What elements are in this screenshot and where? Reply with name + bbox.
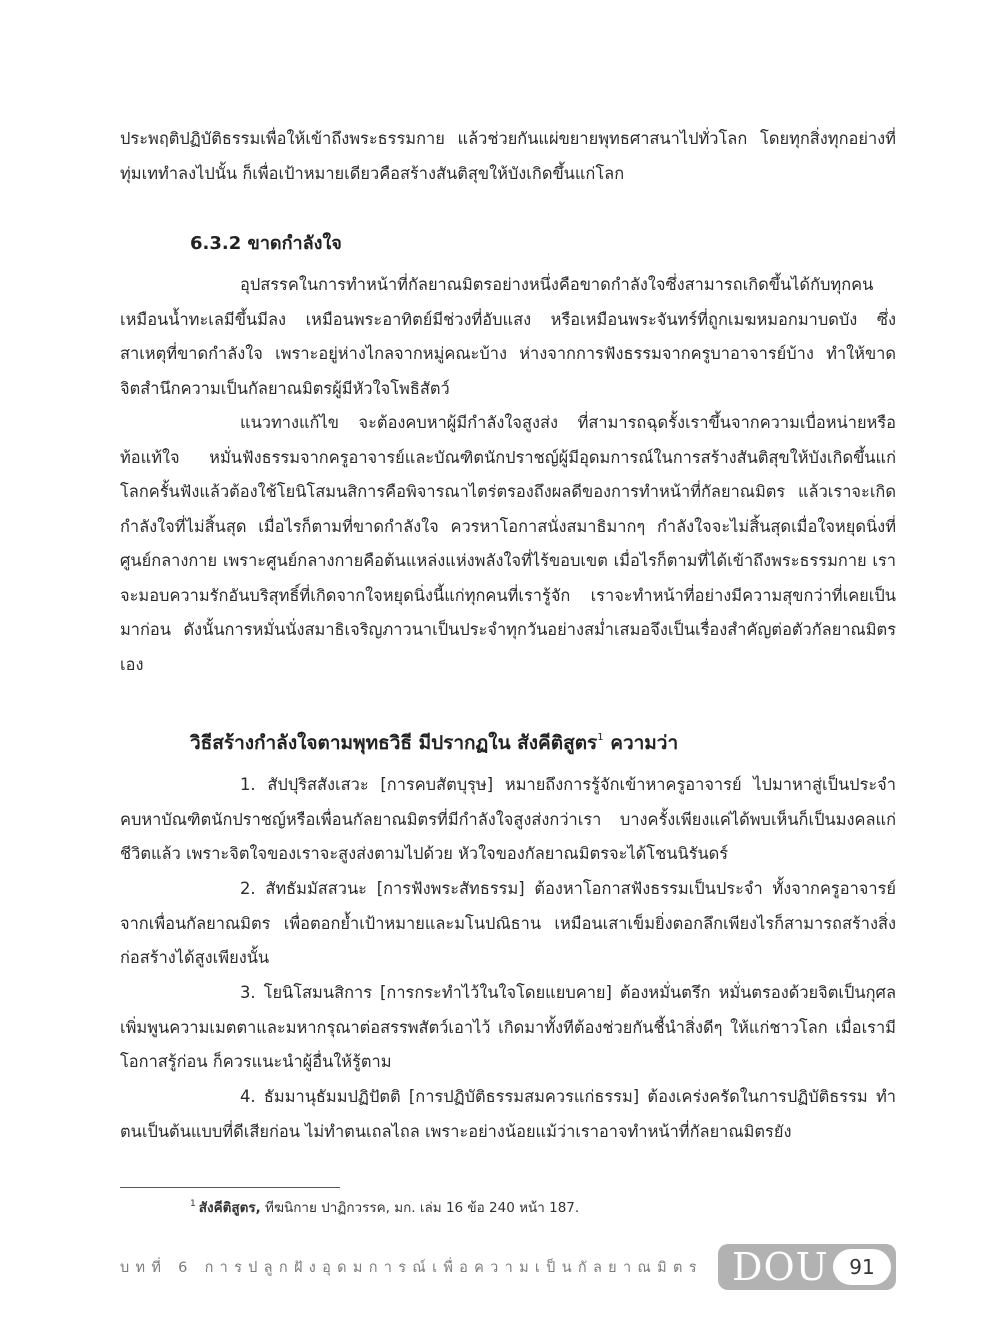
footnote-number: 1	[190, 1199, 196, 1209]
section-632-paragraph-1: อุปสรรคในการทำหน้าที่กัลยาณมิตรอย่างหนึ่งคือขาดกำลังใจซึ่งสามารถเกิดขึ้นได้กับทุกคน เหมือนน้ำทะเลมีขึ้นมีลง เหมือนพระอาทิตย์มีช่วงที่อับแสง หรือเหมือนพระจันทร์ที่ถูกเมฆหมอกมาบดบัง ซึ่งสาเหตุที่ขาดกำลังใจ เพราะอยู่ห่างไกลจากหมู่คณะบ้าง ห่างจากการฟังธรรมจากครูบาอาจารย์บ้าง ทำให้ขาดจิตสำนึกความเป็นกัลยาณมิตรผู้มีหัวใจโพธิสัตว์	[120, 275, 896, 398]
footnote-text: ทีฆนิกาย ปาฏิกวรรค, มก. เล่ม 16 ข้อ 240 หน้า 187.	[260, 1200, 580, 1216]
page-number: 91	[833, 1249, 891, 1285]
method-item-3: 3. โยนิโสมนสิการ [การกระทำไว้ในใจโดยแยบคาย] ต้องหมั่นตรึก หมั่นตรองด้วยจิตเป็นกุศล เพิ่มพูนความเมตตาและมหากรุณาต่อสรรพสัตว์เอาไว้ เกิดมาทั้งทีต้องช่วยกันชี้นำสิ่งดีๆ ให้แก่ชาวโลก เมื่อเรามีโอกาสรู้ก่อน ก็ควรแนะนำผู้อื่นให้รู้ตาม	[120, 983, 896, 1071]
footnote-ref[interactable]: 1	[597, 732, 604, 743]
method-item-4: 4. ธัมมานุธัมมปฏิปัตติ [การปฏิบัติธรรมสมควรแก่ธรรม] ต้องเคร่งครัดในการปฏิบัติธรรม ทำตนเป็นต้นแบบที่ดีเสียก่อน ไม่ทำตนเถลไถล เพราะอย่างน้อยแม้ว่าเราอาจทำหน้าที่กัลยาณมิตรยัง	[120, 1087, 896, 1141]
method-heading-text: วิธีสร้างกำลังใจตามพุทธวิธี มีปรากฏใน สังคีติสูตร	[190, 732, 598, 754]
method-heading-suffix: ความว่า	[603, 732, 679, 754]
footnote-divider	[120, 1187, 340, 1188]
dou-logo: DOU	[732, 1245, 829, 1289]
intro-paragraph: ประพฤติปฏิบัติธรรมเพื่อให้เข้าถึงพระธรรมกาย แล้วช่วยกันแผ่ขยายพุทธศาสนาไปทั่วโลก โดยทุกสิ่งทุกอย่างที่ทุ่มเททำลงไปนั้น ก็เพื่อเป้าหมายเดียวคือสร้างสันติสุขให้บังเกิดขึ้นแก่โลก	[120, 129, 896, 183]
section-632-paragraph-2: แนวทางแก้ไข จะต้องคบหาผู้มีกำลังใจสูงส่ง ที่สามารถฉุดรั้งเราขึ้นจากความเบื่อหน่ายหรือท้อแท้ใจ หมั่นฟังธรรมจากครูอาจารย์และบัณฑิตนักปราชญ์ผู้มีอุดมการณ์ในการสร้างสันติสุขให้บังเกิดขึ้นแก่โลกครั้นฟังแล้วต้องใช้โยนิโสมนสิการคือพิจารณาไตร่ตรองถึงผลดีของการทำหน้าที่กัลยาณมิตร แล้วเราจะเกิดกำลังใจที่ไม่สิ้นสุด เมื่อไรก็ตามที่ขาดกำลังใจ ควรหาโอกาสนั่งสมาธิมากๆ กำลังใจจะไม่สิ้นสุดเมื่อใจหยุดนิ่งที่ศูนย์กลางกาย เพราะศูนย์กลางกายคือต้นแหล่งแห่งพลังใจที่ไร้ขอบเขต เมื่อไรก็ตามที่ได้เข้าถึงพระธรรมกาย เราจะมอบความรักอันบริสุทธิ์ที่เกิดจากใจหยุดนิ่งนี้แก่ทุกคนที่เรารู้จัก เราจะทำหน้าที่อย่างมีความสุขกว่าที่เคยเป็นมาก่อน ดังนั้นการหมั่นนั่งสมาธิเจริญภาวนาเป็นประจำทุกวันอย่างสม่ำเสมอจึงเป็นเรื่องสำคัญต่อตัวกัลยาณมิตรเอง	[120, 413, 896, 674]
method-heading	[190, 728, 678, 758]
method-item-2: 2. สัทธัมมัสสวนะ [การฟังพระสัทธรรม] ต้องหาโอกาสฟังธรรมเป็นประจำ ทั้งจากครูอาจารย์จากเพื่อนกัลยาณมิตร เพื่อตอกย้ำเป้าหมายและมโนปณิธาน เหมือนเสาเข็มยิ่งตอกลึกเพียงไรก็สามารถสร้างสิ่งก่อสร้างได้สูงเพียงนั้น	[120, 879, 896, 967]
method-item-1: 1. สัปปุริสสังเสวะ [การคบสัตบุรุษ] หมายถึงการรู้จักเข้าหาครูอาจารย์ ไปมาหาสู่เป็นประจำ คบหาบัณฑิตนักปราชญ์หรือเพื่อนกัลยาณมิตรที่มีกำลังใจสูงส่งกว่าเรา บางครั้งเพียงแค่ได้พบเห็นก็เป็นมงคลแก่ชีวิตแล้ว เพราะจิตใจของเราจะสูงส่งตามไปด้วย หัวใจของกัลยาณมิตรจะได้โชนนิรันดร์	[120, 775, 896, 863]
footer-badge	[718, 1244, 896, 1290]
footer-chapter-title: บทที่ 6 การปลูกฝังอุดมการณ์เพื่อความเป็นกัลยาณมิตร	[120, 1260, 703, 1276]
footnote-title: สังคีติสูตร,	[198, 1200, 261, 1216]
section-heading-6-3-2: 6.3.2 ขาดกำลังใจ	[190, 233, 342, 254]
footnote	[190, 1196, 579, 1218]
